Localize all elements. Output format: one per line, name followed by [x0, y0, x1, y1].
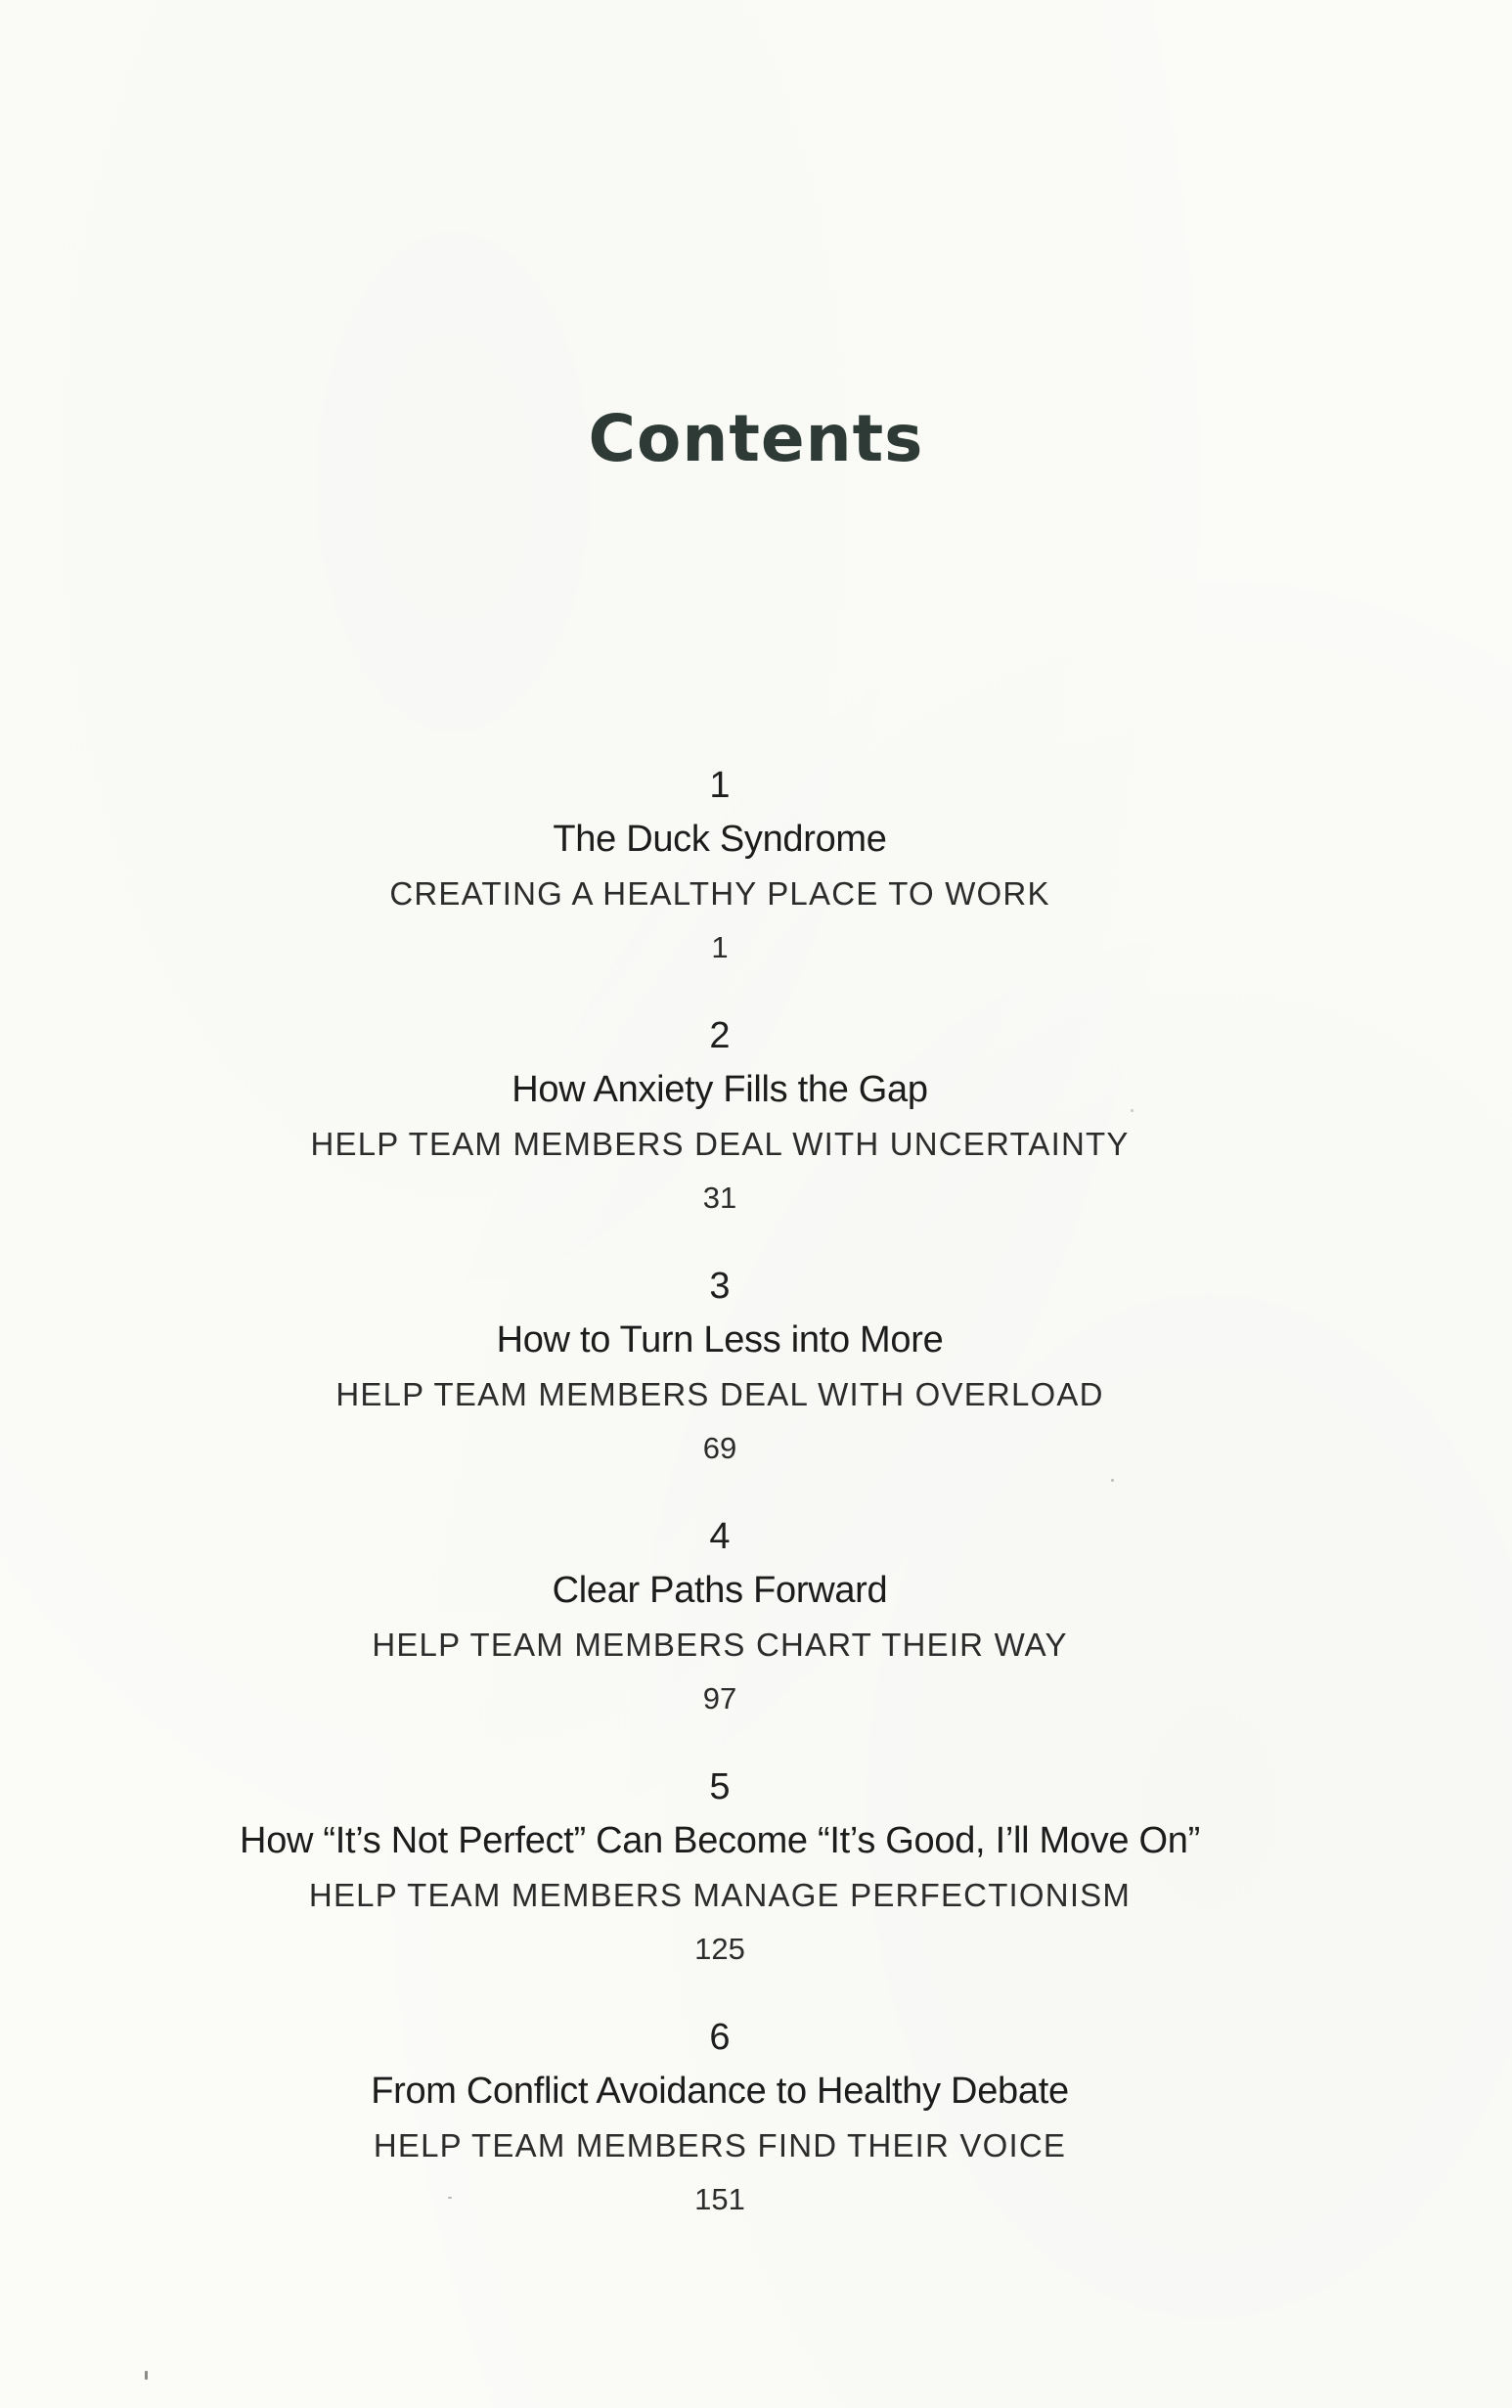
chapter-subtitle: HELP TEAM MEMBERS CHART THEIR WAY: [372, 1627, 1068, 1663]
toc-entry-3: [0, 1260, 1440, 1510]
toc-entry-4: [0, 1510, 1440, 1761]
chapter-page-number: 97: [702, 1681, 737, 1716]
chapter-number: 6: [709, 2017, 731, 2058]
chapter-page-number: 125: [694, 1932, 745, 1966]
paper-speck: [145, 2371, 148, 2380]
chapter-title: How to Turn Less into More: [496, 1319, 944, 1360]
paper-speck: [448, 2197, 452, 2199]
paper-speck: [1111, 1479, 1114, 1482]
chapter-page-number: 151: [694, 2182, 745, 2216]
chapter-page-number: 31: [702, 1181, 737, 1215]
toc-entry-6: [0, 2011, 1440, 2261]
page-title: Contents: [588, 401, 924, 476]
chapter-subtitle: CREATING A HEALTHY PLACE TO WORK: [389, 875, 1050, 912]
chapter-number: 1: [709, 765, 731, 806]
chapter-title: From Conflict Avoidance to Healthy Debate: [371, 2071, 1069, 2112]
chapter-subtitle: HELP TEAM MEMBERS DEAL WITH OVERLOAD: [335, 1376, 1104, 1412]
toc-entry-2: [0, 1009, 1440, 1260]
chapter-subtitle: HELP TEAM MEMBERS FIND THEIR VOICE: [373, 2127, 1067, 2163]
table-of-contents: [0, 759, 1440, 2261]
chapter-page-number: 69: [702, 1431, 737, 1465]
chapter-number: 4: [709, 1516, 731, 1557]
toc-entry-1: [0, 759, 1440, 1009]
paper-speck: [1131, 1109, 1134, 1112]
chapter-title: The Duck Syndrome: [553, 819, 887, 860]
chapter-title: How “It’s Not Perfect” Can Become “It’s Good, I’ll Move On”: [240, 1820, 1200, 1861]
chapter-number: 3: [709, 1266, 731, 1307]
chapter-subtitle: HELP TEAM MEMBERS DEAL WITH UNCERTAINTY: [310, 1126, 1130, 1162]
chapter-subtitle: HELP TEAM MEMBERS MANAGE PERFECTIONISM: [308, 1877, 1132, 1913]
chapter-number: 5: [709, 1766, 731, 1807]
chapter-title: How Anxiety Fills the Gap: [511, 1069, 928, 1110]
toc-entry-5: [0, 1761, 1440, 2011]
chapter-number: 2: [709, 1015, 731, 1056]
chapter-title: Clear Paths Forward: [552, 1570, 888, 1611]
chapter-page-number: 1: [711, 930, 729, 964]
